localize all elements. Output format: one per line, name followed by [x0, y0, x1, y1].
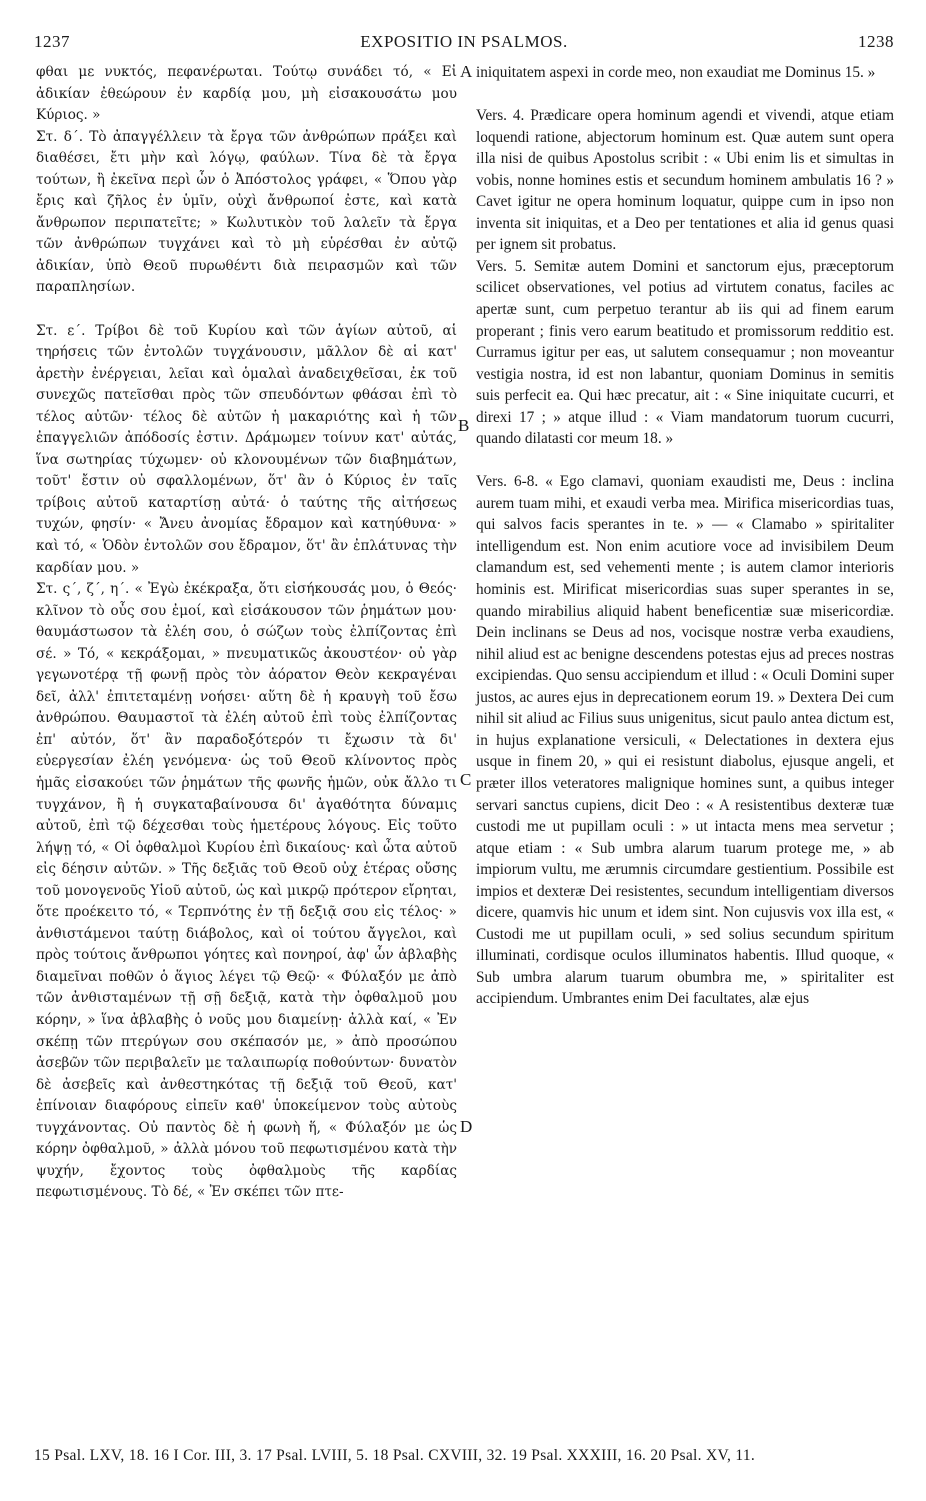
page-number-right: 1238 [858, 32, 894, 51]
greek-paragraph: Στ. ς΄, ζ΄, η΄. « Ἐγὼ ἐκέκραξα, ὅτι εἰσήκουσάς μου, ὁ Θεός· κλῖνον τὸ οὖς σου ἐμοί, καὶ εἰσάκουσον τῶν ῥημάτων μου· θαυμάστωσον τὰ ἐλέη σου, ὁ σώζων τοὺς ἐλπίζοντας ἐπὶ σέ. » Τό, « κεκράξομαι, » πνευματικῶς ἀκουστέον· οὐ γὰρ γεγωνοτέρᾳ τῇ φωνῇ πρὸς τὸν ἀόρατον Θεὸν κεκραγέναι δεῖ, ἀλλ' ἐπιτεταμένῃ νοήσει· αὕτη δὲ ἡ κραυγὴ τοῦ ἔσω ἀνθρώπου. Θαυμαστοῖ τὰ ἐλέη αὐτοῦ ἐπὶ τοὺς ἐλπίζοντας ἐπ' αὐτόν, ὅτ' ἂν παραδοξότερόν τι ἔχωσιν τὰ δι' εὐεργεσίαν ἐλέη γενόμενα· ὡς τοῦ Θεοῦ κλίνοντος πρὸς ἡμᾶς εἰσακούει τῶν ῥημάτων τῆς φωνῆς ἡμῶν, οὐκ ἄλλο τι τυγχάνον, ἢ ἡ συγκαταβαίνουσα δι' ἀγαθότητα δύναμις αὐτοῦ, ἐπὶ τῷ δέχεσθαι τοὺς ἡμετέρους λόγους. Εἰς τοῦτο λήψῃ τό, « Οἱ ὀφθαλμοὶ Κυρίου ἐπὶ δικαίους· καὶ ὦτα αὐτοῦ εἰς δέησιν αὐτῶν. » Τῆς δεξιᾶς τοῦ Θεοῦ οὐχ ἑτέρας οὔσης τοῦ μονογενοῦς Υἱοῦ αὐτοῦ, ὡς καὶ μικρῷ πρότερον εἴρηται, ὅτε προέκειτο τό, « Τερπνότης ἐν τῇ δεξιᾷ σου εἰς τέλος· » ἀνθιστάμενοι ταύτῃ διάβολος, καὶ οἱ τούτου ἄγγελοι, καὶ πρὸς τούτοις ἄνθρωποι γόητες καὶ πονηροί, ἀφ' ὧν ἀβλαβὴς διαμεῖναι ποθῶν ὁ ἅγιος λέγει τῷ Θεῷ· « Φύλαξόν με ἀπὸ τῶν ἀνθισταμένων τῇ σῇ δεξιᾷ, κατὰ τὴν ὀφθαλμοῦ μου κόρην, » ἵνα ἀβλαβὴς ὁ νοῦς μου διαμείνῃ· ἀλλὰ καί, « Ἐν σκέπῃ τῶν πτερύγων σου σκέπασόν με, » ἀπὸ προσώπου ἀσεβῶν τῶν περιβαλεῖν με ταλαιπωρίᾳ ποθούντων· δυνατὸν δὲ ἀσεβεῖς καὶ ἀνθεστηκότας τῇ δεξιᾷ τοῦ Θεοῦ, κατ' ἐπίνοιαν διαφόρους εἰπεῖν καθ' ὑποκείμενον τοὺς αὐτοὺς τυγχάνοντας. Οὐ παντὸς δὲ ἡ φωνὴ ἥ, « Φύλαξόν με ὡς κόρην ὀφθαλμοῦ, » ἀλλὰ μόνου τοῦ πεφωτισμένου κατὰ τὴν ψυχήν, ἔχοντος τοὺς ὀφθαλμοὺς τῆς καρδίας πεφωτισμένους. Τὸ δέ, « Ἐν σκέπει τῶν πτε- [36, 581, 457, 1201]
latin-paragraph: iniquitatem aspexi in corde meo, non exaudiat me Dominus 15. » [476, 64, 876, 81]
margin-letter-c: C [460, 770, 472, 789]
greek-paragraph: φθαι με νυκτός, πεφανέρωται. Τούτῳ συνάδει τό, « Εἰ ἀδικίαν ἐθεώρουν ἐν καρδίᾳ μου, μὴ εἰσακουσάτω μου Κύριος. » [36, 64, 457, 124]
greek-paragraph: Στ. δ΄. Τὸ ἀπαγγέλλειν τὰ ἔργα τῶν ἀνθρώπων πράξει καὶ διαθέσει, ἔτι μὴν καὶ λόγῳ, φαύλων. Τίνα δὲ τὰ ἔργα τούτων, ἢ ἐκεῖνα περὶ ὧν ὁ Ἀπόστολος γράφει, « Ὅπου γὰρ ἔρις καὶ ζῆλος ἐν ὑμῖν, οὐχὶ ἄνθρωποί ἐστε, καὶ κατὰ ἄνθρωπον περιπατεῖτε; » Κωλυτικὸν τοῦ λαλεῖν τὰ ἔργα τῶν ἀνθρώπων τυγχάνει καὶ τὸ μὴ εὑρέσθαι ἐν αὐτῷ ἀδικίαν, ὑπὸ Θεοῦ πυρωθέντι διὰ πειρασμῶν καὶ τῶν παραπλησίων. [36, 128, 457, 296]
running-header [34, 32, 894, 62]
running-title: EXPOSITIO IN PSALMOS. [360, 32, 568, 51]
greek-column [36, 62, 457, 1204]
margin-letter-a: A [460, 62, 473, 81]
page-number-left: 1237 [34, 32, 70, 51]
margin-letter-d: D [460, 1117, 473, 1136]
latin-paragraph: Vers. 5. Semitæ autem Domini et sanctorum ejus, præceptorum scilicet observationes, vel potius ad virtutem conatus, faciles ac apertæ sunt, cum perpetuo terantur ab iis qui ad finem earum properant ; finis vero earum beatitudo et promissorum redditio est. Curramus igitur per eas, ut salutem consequamur ; non moveantur vestigia nostra, id est non labantur, quoniam Dominus in semitis suis perfecit ea. Qui hæc precatur, ait : « Sine iniquitate cucurri, et direxi 17 ; » atque illud : « Viam mandatorum tuorum cucurri, quando dilatasti cor meum 18. » [476, 257, 894, 448]
latin-paragraph: Vers. 4. Prædicare opera hominum agendi et vivendi, atque etiam loquendi ratione, abjectorum hominum est. Quæ autem sunt opera illa nisi de quibus Apostolus scribit : « Ubi enim lis et simultas in vobis, nonne homines estis et secundum hominem ambulatis 16 ? » Cavet igitur ne opera hominum loquatur, quippe cum in ipso non inventa sit iniquitas, et a Deo per tentationes et alia id genus quasi per ignem sit probatus. [476, 107, 894, 254]
greek-paragraph: Στ. ε΄. Τρίβοι δὲ τοῦ Κυρίου καὶ τῶν ἁγίων αὐτοῦ, αἱ τηρήσεις τῶν ἐντολῶν τυγχάνουσιν, μᾶλλον δὲ αἱ κατ' ἀρετὴν ἐνέργειαι, λεῖαι καὶ ὁμαλαὶ ἀναδειχθεῖσαι, ἐκ τοῦ συνεχῶς πατεῖσθαι πρὸς τῶν σπευδόντων φθάσαι ἐπὶ τὸ τέλος αὐτῶν· τέλος δὲ αὐτῶν ἡ μακαριότης καὶ ἡ τῶν ἐπαγγελιῶν ἀπόδοσίς ἐστιν. Δράμωμεν τοίνυν κατ' αὐτάς, ἵνα σωτηρίας τύχωμεν· οὐ κλονουμένων τῶν διαβημάτων, τοῦτ' ἔστιν οὐ σφαλλομένων, ὅτ' ἂν ὁ Κύριος ἐν ταῖς τρίβοις αὐτοῦ καταρτίσῃ αὐτά· ὁ ταύτης τῆς αἰτήσεως τυχών, φησίν· « Ἄνευ ἀνομίας ἔδραμον καὶ κατηύθυνα· » καὶ τό, « Ὁδὸν ἐντολῶν σου ἔδραμον, ὅτ' ἂν ἐπλάτυνας τὴν καρδίαν μου. » [36, 322, 457, 576]
latin-paragraph: Vers. 6-8. « Ego clamavi, quoniam exaudisti me, Deus : inclina aurem tuam mihi, et exaudi verba mea. Mirifica misericordias tuas, qui salvos facis sperantes in te. » — « Clamabo » spiritaliter intelligendum est. Non enim acutiore voce ad invisibilem Deum clamandum est, sed vehementi mente ; is autem clamor interioris hominis est. Mirificat misericordias suas super sperantes in se, quando mirabilius aliquid habent beneficentiæ suæ misericordiæ. Dein inclinans se Deus ad nos, vocisque nostræ verba exaudiens, nihil aliud est ac benigne descendens potestas ejus ad preces nostras excipiendas. Quo sensu accipiendum et illud : « Oculi Domini super justos, ac aures ejus in deprecationem eorum 19. » Dextera Dei cum nihil sit aliud ac Filius suus unigenitus, sicut paulo antea dictum est, in hujus explanatione versiculi, « Delectationes in dextera ejus usque in finem 20, » qui ei resistunt diabolus, ejusque angeli, et præter illos veteratores malignique homines sunt, a quibus integer servari sanctus cupiens, dicit Deo : « A resistentibus dexteræ tuæ custodi me ut pupillam oculi : » ut intacta mens mea servetur ; atque etiam : « Sub umbra alarum tuarum protege me, » ab impiorum vultu, me ærumnis circumdare gestientium. Possibile est impios et dexteræ Dei resistentes, secundum intelligentiam diversos dicere, quamvis hic unum et idem sint. Non cujusvis vox illa est, « Custodi me ut pupillam oculi, » sed solius secundum spiritum illuminati, cordisque oculos illuminatos habentis. Illud quoque, « Sub umbra alarum tuarum obumbra me, » spiritaliter est accipiendum. Umbrantes enim Dei facultates, alæ ejus [476, 473, 894, 1008]
latin-column [476, 62, 894, 1010]
margin-letter-b: B [458, 416, 470, 435]
footnotes: 15 Psal. LXV, 18. 16 I Cor. III, 3. 17 Psal. LVIII, 5. 18 Psal. CXVIII, 32. 19 Psal. XXXIII, 16. 20 Psal. XV, 11. [34, 1447, 756, 1464]
